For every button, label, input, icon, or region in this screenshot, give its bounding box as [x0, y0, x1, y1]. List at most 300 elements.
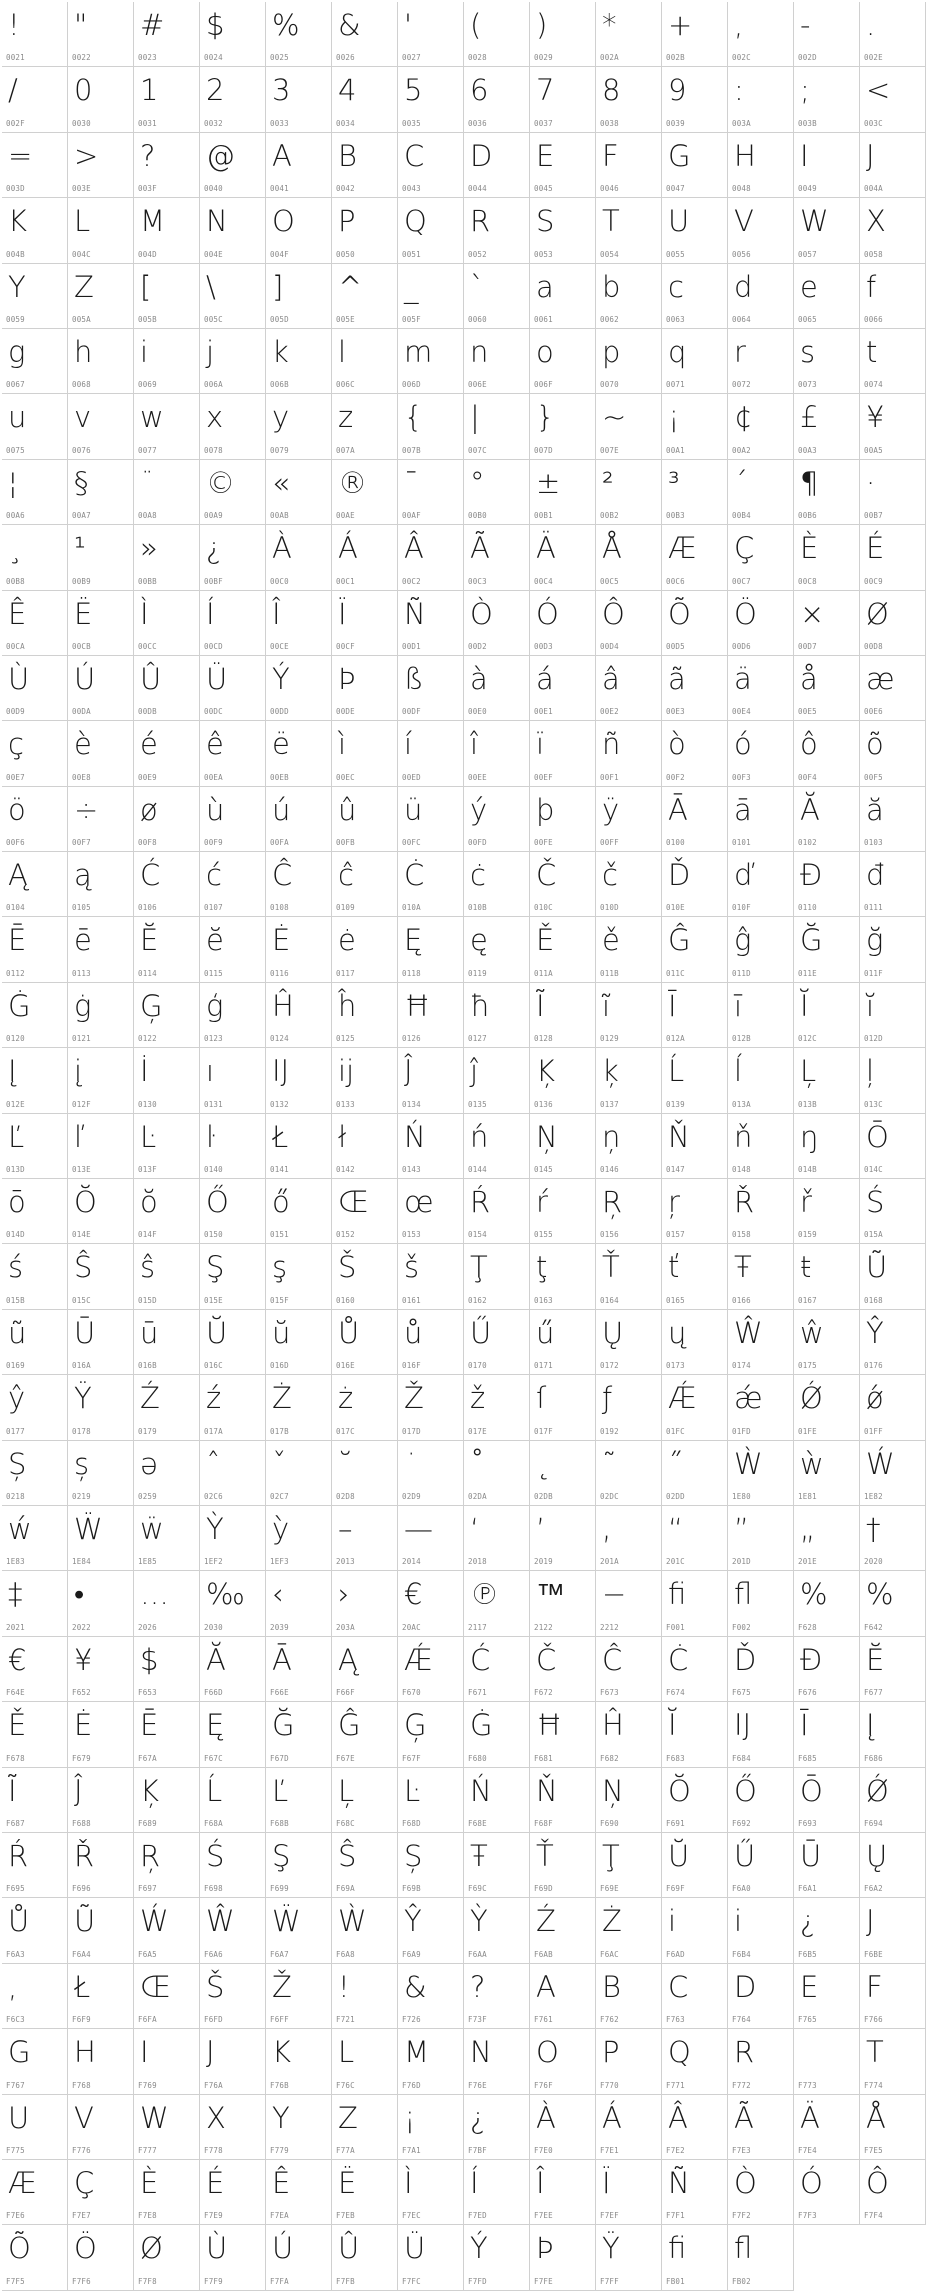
glyph-cell [662, 2160, 728, 2225]
glyph-cell [662, 1114, 728, 1179]
glyph-char: ) [536, 8, 548, 42]
glyph-code: 00E8 [72, 772, 91, 782]
glyph-code: 20AC [402, 1622, 421, 1632]
glyph-cell [200, 460, 266, 525]
glyph-cell [200, 329, 266, 394]
glyph-code: 02DC [600, 1491, 619, 1501]
glyph-code: 0107 [204, 903, 223, 913]
glyph-char: Ŭ [206, 1315, 228, 1350]
glyph-cell [332, 656, 398, 721]
glyph-cell [200, 1244, 266, 1309]
glyph-cell [596, 1441, 662, 1506]
glyph-code: F769 [138, 2080, 157, 2090]
glyph-code: 1E80 [732, 1491, 751, 1501]
glyph-char: Þ [338, 661, 356, 696]
glyph-char: Á [602, 2100, 622, 2135]
glyph-code: 017B [270, 1426, 289, 1436]
glyph-char: Ĩ [8, 1773, 17, 1808]
glyph-code: 004B [6, 249, 25, 259]
glyph-code: F765 [798, 2015, 817, 2025]
glyph-cell [134, 1898, 200, 1963]
glyph-cell [464, 394, 530, 459]
glyph-cell [530, 460, 596, 525]
glyph-char: Ĉ [272, 858, 293, 893]
glyph-char: I [800, 138, 809, 173]
glyph-code: 0148 [732, 1165, 751, 1175]
glyph-char: … [140, 1577, 169, 1612]
glyph-char: ¸ [8, 531, 23, 566]
glyph-code: 0043 [402, 184, 421, 194]
glyph-char: X [866, 204, 886, 239]
glyph-code: 0050 [336, 249, 355, 259]
glyph-cell [662, 394, 728, 459]
glyph-code: F770 [600, 2080, 619, 2090]
glyph-cell [2, 1964, 68, 2029]
glyph-code: 0127 [468, 1034, 487, 1044]
glyph-char: Â [404, 531, 424, 566]
glyph-char: Ë [338, 2165, 357, 2200]
glyph-char: ų [668, 1315, 687, 1350]
glyph-char: Ą [8, 858, 28, 893]
glyph-char: Ô [866, 2165, 889, 2200]
glyph-char: o [536, 334, 554, 369]
glyph-char: 9 [668, 73, 687, 108]
glyph-char: ¦ [8, 465, 18, 500]
glyph-cell [794, 2, 860, 67]
glyph-code: 00A1 [666, 445, 685, 455]
glyph-cell [266, 1964, 332, 2029]
glyph-cell [332, 852, 398, 917]
glyph-cell [200, 1441, 266, 1506]
glyph-cell [728, 591, 794, 656]
glyph-code: F767 [6, 2080, 25, 2090]
glyph-char: ! [8, 8, 20, 42]
glyph-char: Ò [470, 596, 493, 631]
glyph-cell [860, 852, 926, 917]
glyph-cell [2, 1244, 68, 1309]
glyph-char: v [74, 400, 92, 435]
glyph-char: [ [140, 269, 152, 304]
glyph-code: 0139 [666, 1099, 685, 1109]
glyph-code: 00FB [336, 838, 355, 848]
glyph-char: Ŵ [206, 1904, 235, 1939]
glyph-cell [200, 1702, 266, 1767]
glyph-cell [266, 1702, 332, 1767]
glyph-code: 00AE [336, 511, 355, 521]
glyph-code: 0171 [534, 1361, 553, 1371]
glyph-char: ə [140, 1446, 158, 1481]
glyph-cell [662, 460, 728, 525]
glyph-code: 00A8 [138, 511, 157, 521]
glyph-char: Ċ [668, 1642, 689, 1677]
glyph-cell [200, 917, 266, 982]
glyph-char: Ĭ [800, 988, 809, 1023]
glyph-code: 010F [732, 903, 751, 913]
glyph-char: Ļ [338, 1773, 355, 1808]
glyph-code: 00A7 [72, 511, 91, 521]
glyph-cell [2, 656, 68, 721]
glyph-code: F7F9 [204, 2276, 223, 2286]
glyph-char: ˝ [668, 1446, 683, 1481]
glyph-char: Í [206, 596, 215, 631]
glyph-char: Ÿ [602, 2231, 620, 2266]
glyph-cell [332, 67, 398, 132]
glyph-code: 0062 [600, 314, 619, 324]
glyph-char: ! [338, 1969, 350, 2004]
glyph-code: 003E [72, 184, 91, 194]
glyph-cell [266, 591, 332, 656]
glyph-code: 00C9 [864, 576, 883, 586]
glyph-code: 012E [6, 1099, 25, 1109]
glyph-char: Z [338, 2100, 358, 2135]
glyph-code: 003B [798, 118, 817, 128]
glyph-cell [860, 787, 926, 852]
glyph-char: Ő [734, 1773, 757, 1808]
glyph-cell [134, 1375, 200, 1440]
glyph-cell [464, 460, 530, 525]
glyph-code: 010B [468, 903, 487, 913]
glyph-code: F7E3 [732, 2145, 751, 2155]
glyph-code: F7F6 [72, 2276, 91, 2286]
glyph-code: 0073 [798, 380, 817, 390]
glyph-code: 015C [72, 1295, 91, 1305]
glyph-code: 00E3 [666, 707, 685, 717]
glyph-code: F697 [138, 1884, 157, 1894]
glyph-char: ˆ [206, 1446, 221, 1481]
glyph-char: ẃ [8, 1511, 32, 1546]
glyph-code: 00FC [402, 838, 421, 848]
glyph-char: ē [74, 923, 92, 958]
glyph-cell [2, 787, 68, 852]
glyph-char: T [602, 204, 620, 239]
glyph-char: R [734, 2035, 755, 2070]
glyph-char: · [866, 465, 876, 500]
glyph-char: ş [272, 1250, 288, 1285]
glyph-code: 02D9 [402, 1491, 421, 1501]
glyph-char: Ż [272, 1381, 292, 1416]
glyph-code: 00A2 [732, 445, 751, 455]
glyph-cell [332, 1571, 398, 1636]
glyph-code: 0104 [6, 903, 25, 913]
glyph-char: ĳ [338, 1054, 355, 1089]
glyph-char: X [206, 2100, 226, 2135]
glyph-char: Ų [866, 1838, 888, 1873]
glyph-char: ź [206, 1381, 222, 1416]
glyph-cell [596, 1768, 662, 1833]
glyph-code: F7EA [270, 2211, 289, 2221]
glyph-code: 015B [6, 1295, 25, 1305]
glyph-cell [2, 329, 68, 394]
glyph-code: 00EE [468, 772, 487, 782]
glyph-code: F6A2 [864, 1884, 883, 1894]
glyph-cell [728, 1506, 794, 1571]
glyph-code: 00B6 [798, 511, 817, 521]
glyph-code: 012A [666, 1034, 685, 1044]
glyph-char: û [338, 792, 357, 827]
glyph-code: F671 [468, 1688, 487, 1698]
glyph-char: ǽ [734, 1381, 763, 1416]
glyph-char: £ [800, 400, 819, 435]
glyph-cell [266, 1768, 332, 1833]
glyph-cell [134, 1114, 200, 1179]
glyph-code: 1E82 [864, 1491, 883, 1501]
glyph-char: J [866, 1904, 875, 1939]
glyph-char: _ [404, 269, 419, 304]
glyph-cell [530, 1375, 596, 1440]
glyph-cell [464, 133, 530, 198]
glyph-code: F66F [336, 1688, 355, 1698]
glyph-char: $ [140, 1642, 159, 1677]
glyph-char: e [800, 269, 818, 304]
glyph-code: 0035 [402, 118, 421, 128]
glyph-char: Ě [536, 923, 555, 958]
glyph-cell [596, 2225, 662, 2290]
glyph-char: ô [800, 727, 818, 762]
glyph-cell [596, 198, 662, 263]
glyph-code: 0030 [72, 118, 91, 128]
glyph-cell [530, 1244, 596, 1309]
glyph-char: Ğ [800, 923, 823, 958]
glyph-cell [596, 1637, 662, 1702]
glyph-code: 00CB [72, 641, 91, 651]
glyph-char: Ń [470, 1773, 492, 1808]
glyph-grid [2, 2, 926, 2291]
glyph-cell [2, 1506, 68, 1571]
glyph-code: 0072 [732, 380, 751, 390]
glyph-code: 0134 [402, 1099, 421, 1109]
glyph-code: 007E [600, 445, 619, 455]
glyph-char: „ [800, 1511, 816, 1546]
glyph-char: Ă [206, 1642, 226, 1677]
glyph-code: 004F [270, 249, 289, 259]
glyph-cell [662, 983, 728, 1048]
glyph-char: Ű [734, 1838, 756, 1873]
glyph-cell [530, 1048, 596, 1113]
glyph-code: 0024 [204, 53, 223, 63]
glyph-code: 0259 [138, 1491, 157, 1501]
glyph-cell [530, 983, 596, 1048]
glyph-code: F7E0 [534, 2145, 553, 2155]
glyph-char: ž [470, 1381, 486, 1416]
glyph-char: Č [536, 1642, 557, 1677]
glyph-char: ã [668, 661, 686, 696]
glyph-char: ś [8, 1250, 24, 1285]
glyph-char: Č [536, 858, 557, 893]
glyph-code: 007B [402, 445, 421, 455]
glyph-code: F6A3 [6, 1949, 25, 1959]
glyph-cell [68, 525, 134, 590]
glyph-char: y [272, 400, 290, 435]
glyph-code: 02D8 [336, 1491, 355, 1501]
glyph-code: 0046 [600, 184, 619, 194]
glyph-code: F7E4 [798, 2145, 817, 2155]
glyph-char: Ã [734, 2100, 754, 2135]
glyph-char: ǿ [866, 1381, 884, 1416]
glyph-code: 00D9 [6, 707, 25, 717]
glyph-code: 0021 [6, 53, 25, 63]
glyph-code: 017D [402, 1426, 421, 1436]
glyph-cell [398, 1898, 464, 1963]
glyph-cell [728, 2029, 794, 2094]
glyph-char: Ŝ [338, 1838, 357, 1873]
glyph-code: 003F [138, 184, 157, 194]
glyph-code: 00E2 [600, 707, 619, 717]
glyph-cell [332, 721, 398, 786]
glyph-cell [134, 656, 200, 721]
glyph-cell [332, 2029, 398, 2094]
glyph-cell [332, 198, 398, 263]
glyph-cell [794, 1244, 860, 1309]
glyph-code: F7F8 [138, 2276, 157, 2286]
glyph-cell [662, 2095, 728, 2160]
glyph-cell [464, 2029, 530, 2094]
glyph-code: 0026 [336, 53, 355, 63]
glyph-cell [398, 917, 464, 982]
glyph-code: 00DE [336, 707, 355, 717]
glyph-code: FB01 [666, 2276, 685, 2286]
glyph-char: ū [140, 1315, 159, 1350]
glyph-code: 00E6 [864, 707, 883, 717]
glyph-code: 0032 [204, 118, 223, 128]
glyph-code: 005D [270, 314, 289, 324]
glyph-cell [200, 1114, 266, 1179]
glyph-cell [332, 2160, 398, 2225]
glyph-char: Ţ [470, 1250, 488, 1285]
glyph-char: A [536, 1969, 556, 2004]
glyph-cell [332, 2, 398, 67]
glyph-cell [794, 329, 860, 394]
glyph-code: 0156 [600, 1230, 619, 1240]
glyph-code: F774 [864, 2080, 883, 2090]
glyph-cell [134, 2225, 200, 2290]
glyph-code: 0051 [402, 249, 421, 259]
glyph-char: ķ [602, 1054, 619, 1089]
glyph-char: É [866, 531, 885, 566]
glyph-code: 0125 [336, 1034, 355, 1044]
glyph-code: 00C2 [402, 576, 421, 586]
glyph-cell [68, 1441, 134, 1506]
glyph-char: 6 [470, 73, 489, 108]
glyph-cell [2, 721, 68, 786]
glyph-code: F69E [600, 1884, 619, 1894]
glyph-cell [464, 1114, 530, 1179]
glyph-cell [728, 1898, 794, 1963]
glyph-cell [860, 264, 926, 329]
glyph-cell [860, 656, 926, 721]
glyph-cell [68, 1898, 134, 1963]
glyph-cell [530, 1637, 596, 1702]
glyph-char: ú [272, 792, 291, 827]
glyph-char: Ł [74, 1969, 91, 2004]
glyph-char: Ă [800, 792, 820, 827]
glyph-code: 0067 [6, 380, 25, 390]
glyph-code: 201E [798, 1557, 817, 1567]
glyph-code: F76D [402, 2080, 421, 2090]
glyph-char: ī [734, 988, 743, 1023]
glyph-code: 0074 [864, 380, 883, 390]
glyph-cell [728, 198, 794, 263]
glyph-cell [200, 2, 266, 67]
glyph-char: g [8, 334, 26, 369]
glyph-cell [596, 1702, 662, 1767]
glyph-cell [398, 1441, 464, 1506]
glyph-code: 0170 [468, 1361, 487, 1371]
glyph-char: Ď [734, 1642, 757, 1677]
glyph-char: Ø [866, 596, 889, 631]
glyph-char: N [206, 204, 228, 239]
glyph-cell [464, 1637, 530, 1702]
glyph-char: , [8, 1969, 18, 2004]
glyph-cell [530, 2160, 596, 2225]
glyph-code: 00AF [402, 511, 421, 521]
glyph-code: F691 [666, 1818, 685, 1828]
glyph-char: Ü [206, 661, 228, 696]
glyph-char: ċ [470, 858, 486, 893]
glyph-code: F673 [600, 1688, 619, 1698]
glyph-char: A [272, 138, 292, 173]
glyph-char: « [272, 465, 290, 500]
glyph-code: F69A [336, 1884, 355, 1894]
glyph-char: Į [866, 1708, 875, 1743]
glyph-cell [332, 1441, 398, 1506]
glyph-cell [530, 1506, 596, 1571]
glyph-char: Û [140, 661, 162, 696]
glyph-cell [332, 525, 398, 590]
glyph-cell [596, 787, 662, 852]
glyph-code: 005C [204, 314, 223, 324]
glyph-char: 0 [74, 73, 93, 108]
glyph-char: Ź [140, 1381, 160, 1416]
glyph-code: F67E [336, 1753, 355, 1763]
glyph-code: 00F9 [204, 838, 223, 848]
glyph-code: F764 [732, 2015, 751, 2025]
glyph-cell [332, 1833, 398, 1898]
glyph-char: Ê [272, 2165, 291, 2200]
glyph-cell [2, 2, 68, 67]
glyph-char: © [206, 465, 235, 500]
glyph-char: Ŷ [404, 1904, 422, 1939]
glyph-cell [398, 852, 464, 917]
glyph-cell [860, 1310, 926, 1375]
glyph-code: 0115 [204, 968, 223, 978]
glyph-char: Ǿ [800, 1381, 823, 1416]
glyph-char: € [8, 1642, 27, 1677]
glyph-cell [530, 591, 596, 656]
glyph-char: Ù [206, 2231, 228, 2266]
glyph-cell [662, 1768, 728, 1833]
glyph-code: F68C [336, 1818, 355, 1828]
glyph-cell [266, 721, 332, 786]
glyph-code: F64E [6, 1688, 25, 1698]
glyph-char: Ň [668, 1119, 690, 1154]
glyph-cell [134, 525, 200, 590]
glyph-char: & [338, 8, 361, 42]
glyph-code: 0144 [468, 1165, 487, 1175]
glyph-cell [332, 1768, 398, 1833]
glyph-char: Ī [800, 1708, 809, 1743]
glyph-char: î [470, 727, 479, 762]
glyph-cell [728, 983, 794, 1048]
glyph-cell [2, 460, 68, 525]
glyph-char: Ì [140, 596, 149, 631]
glyph-cell [2, 917, 68, 982]
glyph-char: Ĭ [668, 1708, 677, 1743]
glyph-code: 00E5 [798, 707, 817, 717]
glyph-cell [662, 329, 728, 394]
glyph-cell [596, 1375, 662, 1440]
glyph-char: Ž [404, 1381, 424, 1416]
glyph-code: 0063 [666, 314, 685, 324]
